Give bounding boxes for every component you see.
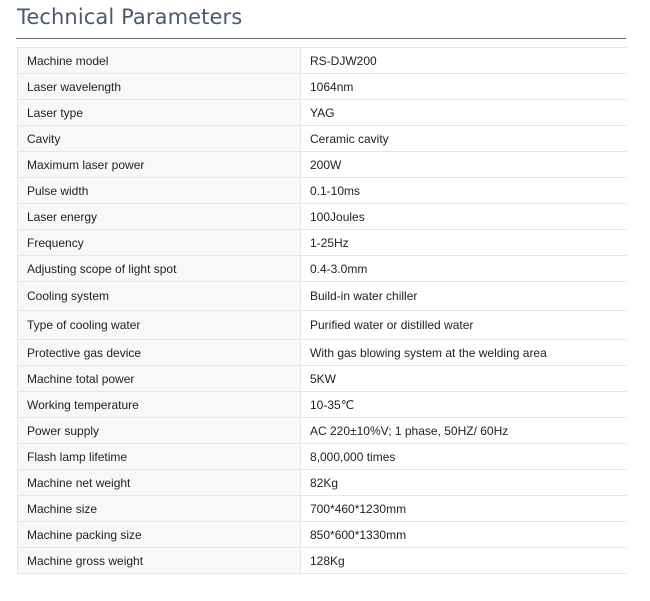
param-value: 850*600*1330mm bbox=[301, 522, 628, 548]
param-name: Machine total power bbox=[18, 366, 301, 392]
param-value: 0.4-3.0mm bbox=[301, 256, 628, 282]
table-row bbox=[18, 311, 628, 340]
param-value: 1-25Hz bbox=[301, 230, 628, 256]
param-name: Pulse width bbox=[18, 178, 301, 204]
table-row bbox=[18, 152, 628, 178]
table-row bbox=[18, 126, 628, 152]
table-row bbox=[18, 230, 628, 256]
param-value: Purified water or distilled water bbox=[301, 311, 628, 340]
param-name: Machine model bbox=[18, 48, 301, 74]
technical-parameters-table bbox=[17, 47, 627, 574]
param-name: Machine net weight bbox=[18, 470, 301, 496]
table-row bbox=[18, 100, 628, 126]
table-row bbox=[18, 496, 628, 522]
table-row bbox=[18, 282, 628, 311]
param-value: 200W bbox=[301, 152, 628, 178]
param-value: 82Kg bbox=[301, 470, 628, 496]
param-value: 128Kg bbox=[301, 548, 628, 574]
table-row bbox=[18, 74, 628, 100]
table-row bbox=[18, 444, 628, 470]
table-row bbox=[18, 256, 628, 282]
param-name: Adjusting scope of light spot bbox=[18, 256, 301, 282]
table-row bbox=[18, 418, 628, 444]
param-value: YAG bbox=[301, 100, 628, 126]
table-row bbox=[18, 548, 628, 574]
param-value: 0.1-10ms bbox=[301, 178, 628, 204]
table-row bbox=[18, 392, 628, 418]
table-row bbox=[18, 522, 628, 548]
param-name: Laser type bbox=[18, 100, 301, 126]
table-row bbox=[18, 204, 628, 230]
table-row bbox=[18, 178, 628, 204]
param-value: With gas blowing system at the welding area bbox=[301, 340, 628, 366]
table-row bbox=[18, 48, 628, 74]
param-name: Laser wavelength bbox=[18, 74, 301, 100]
param-name: Machine size bbox=[18, 496, 301, 522]
table-row bbox=[18, 340, 628, 366]
param-name: Laser energy bbox=[18, 204, 301, 230]
title-divider bbox=[16, 38, 626, 39]
param-value: Build-in water chiller bbox=[301, 282, 628, 311]
param-value: Ceramic cavity bbox=[301, 126, 628, 152]
param-name: Cavity bbox=[18, 126, 301, 152]
page-title: Technical Parameters bbox=[17, 5, 243, 29]
param-value: 1064nm bbox=[301, 74, 628, 100]
param-value: 700*460*1230mm bbox=[301, 496, 628, 522]
table-row bbox=[18, 470, 628, 496]
param-name: Type of cooling water bbox=[18, 311, 301, 340]
param-name: Working temperature bbox=[18, 392, 301, 418]
param-value: 8,000,000 times bbox=[301, 444, 628, 470]
param-name: Frequency bbox=[18, 230, 301, 256]
param-value: 10-35℃ bbox=[301, 392, 628, 418]
param-name: Power supply bbox=[18, 418, 301, 444]
param-value: RS-DJW200 bbox=[301, 48, 628, 74]
param-name: Machine packing size bbox=[18, 522, 301, 548]
table-row bbox=[18, 366, 628, 392]
param-name: Protective gas device bbox=[18, 340, 301, 366]
param-name: Cooling system bbox=[18, 282, 301, 311]
param-name: Machine gross weight bbox=[18, 548, 301, 574]
param-value: AC 220±10%V; 1 phase, 50HZ/ 60Hz bbox=[301, 418, 628, 444]
param-name: Maximum laser power bbox=[18, 152, 301, 178]
param-name: Flash lamp lifetime bbox=[18, 444, 301, 470]
param-value: 5KW bbox=[301, 366, 628, 392]
param-value: 100Joules bbox=[301, 204, 628, 230]
